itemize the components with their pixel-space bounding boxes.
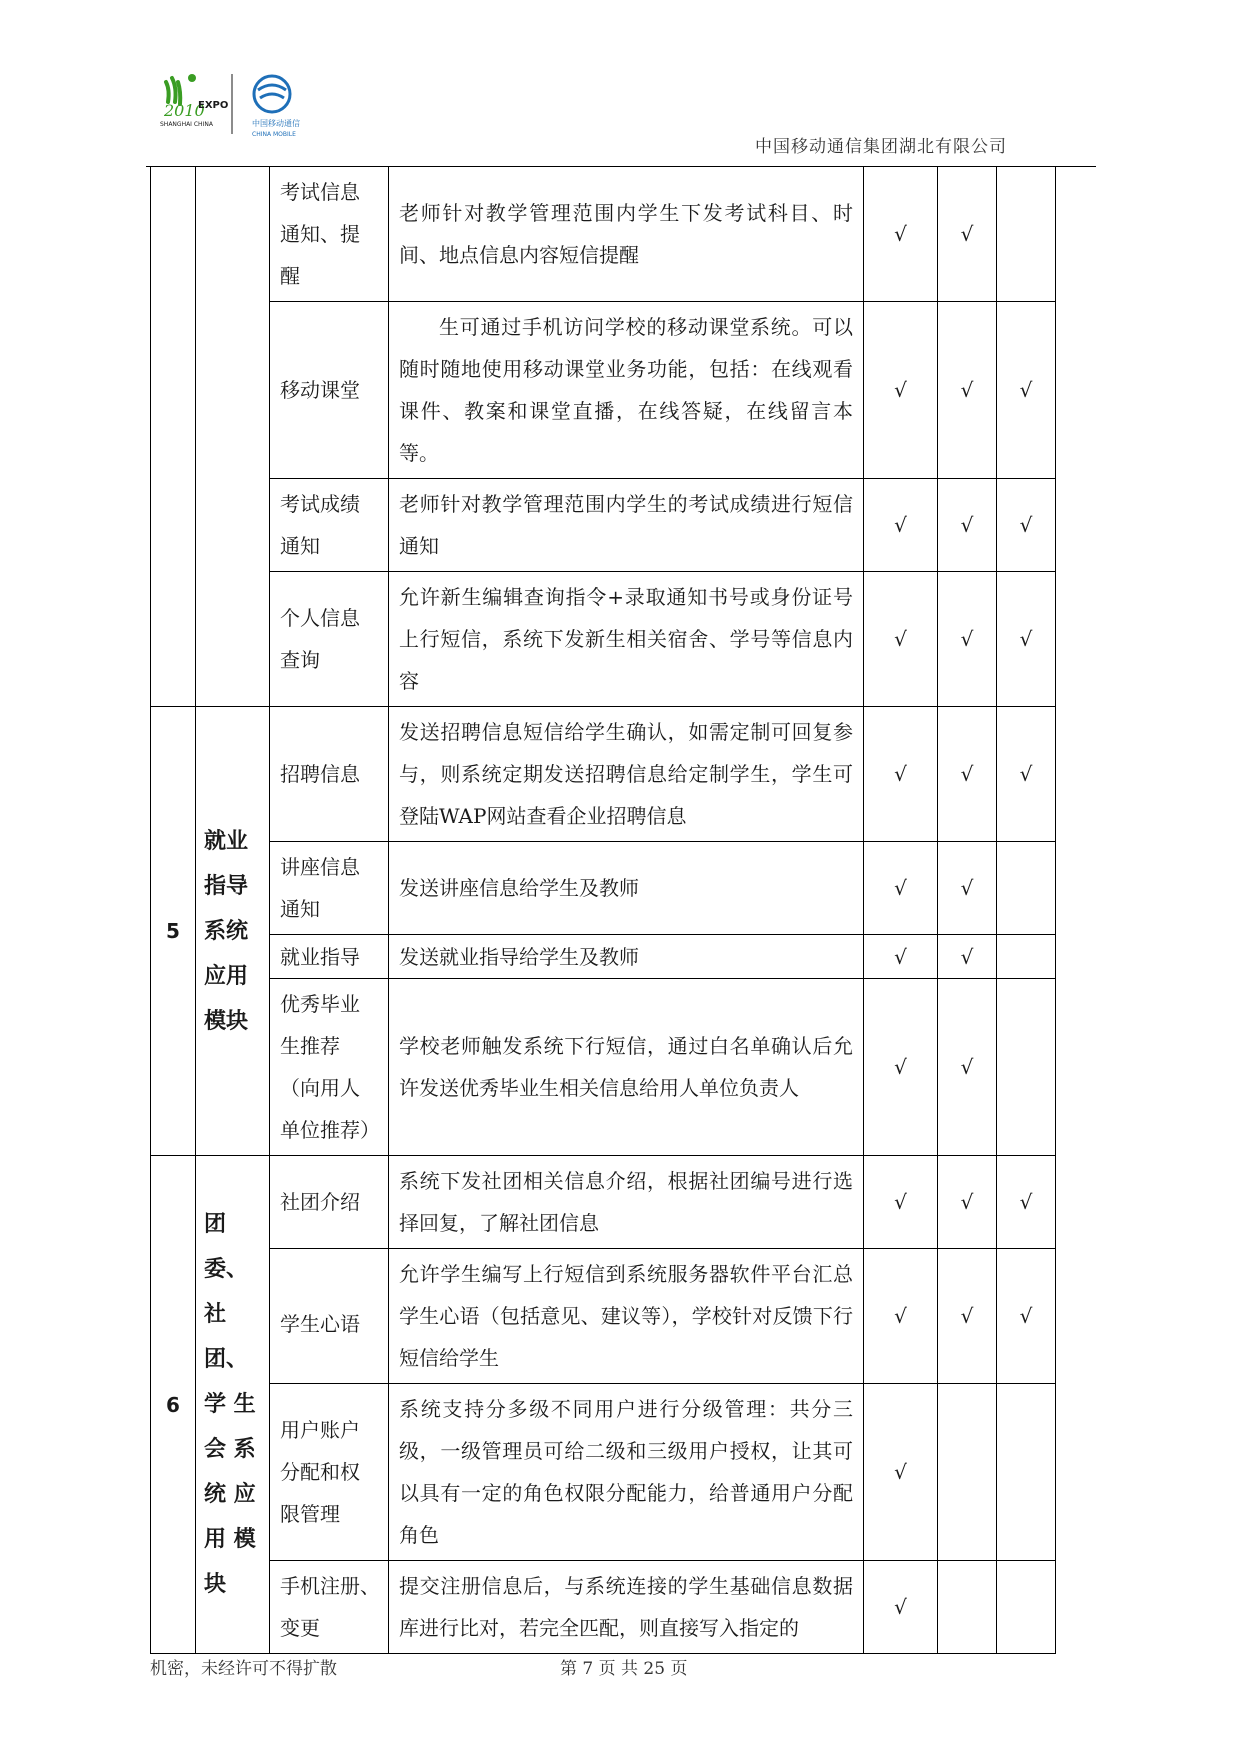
- check-cell: [997, 842, 1056, 935]
- description-cell: 允许新生编辑查询指令+录取通知书号或身份证号上行短信，系统下发新生相关宿舍、学号等信息内容: [389, 572, 864, 707]
- check-cell: √: [938, 1156, 997, 1249]
- function-cell: 招聘信息: [270, 707, 389, 842]
- check-cell: √: [938, 479, 997, 572]
- description-cell: 系统支持分多级不同用户进行分级管理：共分三级，一级管理员可给二级和三级用户授权，让其可以具有一定的角色权限分配能力，给普通用户分配角色: [389, 1384, 864, 1561]
- function-cell: 社团介绍: [270, 1156, 389, 1249]
- num-cell-empty: [151, 167, 196, 707]
- confidential-notice: 机密，未经许可不得扩散: [150, 1659, 337, 1679]
- check-cell: √: [864, 302, 938, 479]
- check-cell: √: [864, 167, 938, 302]
- check-cell: [938, 1561, 997, 1654]
- description-cell: 提交注册信息后，与系统连接的学生基础信息数据库进行比对，若完全匹配，则直接写入指定的: [389, 1561, 864, 1654]
- check-cell: √: [938, 572, 997, 707]
- description-cell: 发送讲座信息给学生及教师: [389, 842, 864, 935]
- check-cell: √: [997, 1156, 1056, 1249]
- section-number: 5: [151, 707, 196, 1156]
- table-row: [151, 1156, 1056, 1249]
- function-cell: 个人信息 查询: [270, 572, 389, 707]
- svg-text:中国移动通信: 中国移动通信: [252, 119, 300, 128]
- check-cell: √: [938, 842, 997, 935]
- check-cell: √: [864, 572, 938, 707]
- description-cell: 允许学生编写上行短信到系统服务器软件平台汇总学生心语（包括意见、建议等），学校针对反馈下行短信给学生: [389, 1249, 864, 1384]
- section-category: 就业 指导 系统 应用 模块: [196, 707, 270, 1156]
- check-cell: √: [864, 979, 938, 1156]
- category-cell-empty: [196, 167, 270, 707]
- description-cell: 老师针对教学管理范围内学生的考试成绩进行短信通知: [389, 479, 864, 572]
- function-cell: 移动课堂: [270, 302, 389, 479]
- function-cell: 就业指导: [270, 935, 389, 979]
- check-cell: √: [997, 572, 1056, 707]
- check-cell: √: [864, 1561, 938, 1654]
- check-cell: √: [938, 302, 997, 479]
- check-cell: √: [864, 1156, 938, 1249]
- check-cell: √: [864, 1249, 938, 1384]
- check-cell: √: [997, 479, 1056, 572]
- table-row: [151, 572, 1056, 707]
- table-row: [151, 707, 1056, 842]
- check-cell: [997, 1384, 1056, 1561]
- check-cell: [997, 979, 1056, 1156]
- header-logos: [160, 72, 320, 146]
- section-number: 6: [151, 1156, 196, 1654]
- function-cell: 学生心语: [270, 1249, 389, 1384]
- svg-text:EXPO: EXPO: [198, 100, 229, 111]
- table-row: [151, 1561, 1056, 1654]
- section-category: 团委、 社团、 学 生 会 系 统 应 用 模 块: [196, 1156, 270, 1654]
- check-cell: √: [864, 707, 938, 842]
- function-cell: 考试信息 通知、提 醒: [270, 167, 389, 302]
- function-cell: 讲座信息 通知: [270, 842, 389, 935]
- page-number: 第 7 页 共 25 页: [560, 1659, 688, 1679]
- check-cell: √: [938, 935, 997, 979]
- table-row: [151, 979, 1056, 1156]
- check-cell: √: [997, 707, 1056, 842]
- description-cell: 发送招聘信息短信给学生确认，如需定制可回复参与，则系统定期发送招聘信息给定制学生，学生可登陆WAP网站查看企业招聘信息: [389, 707, 864, 842]
- check-cell: √: [997, 1249, 1056, 1384]
- check-cell: √: [864, 842, 938, 935]
- description-cell: 系统下发社团相关信息介绍，根据社团编号进行选择回复，了解社团信息: [389, 1156, 864, 1249]
- check-cell: [997, 1561, 1056, 1654]
- table-row: [151, 935, 1056, 979]
- check-cell: √: [864, 1384, 938, 1561]
- table-row: [151, 302, 1056, 479]
- check-cell: √: [864, 935, 938, 979]
- description-cell: 学校老师触发系统下行短信，通过白名单确认后允许发送优秀毕业生相关信息给用人单位负责人: [389, 979, 864, 1156]
- svg-text:CHINA MOBILE: CHINA MOBILE: [252, 131, 296, 138]
- company-name: 中国移动通信集团湖北有限公司: [755, 137, 1007, 157]
- check-cell: √: [938, 1249, 997, 1384]
- table-row: [151, 1384, 1056, 1561]
- feature-table: [150, 166, 1056, 1654]
- function-cell: 优秀毕业 生推荐 （向用人 单位推荐）: [270, 979, 389, 1156]
- check-cell: √: [997, 302, 1056, 479]
- check-cell: [938, 1384, 997, 1561]
- check-cell: [997, 935, 1056, 979]
- function-cell: 手机注册、 变更: [270, 1561, 389, 1654]
- check-cell: √: [938, 167, 997, 302]
- svg-text:SHANGHAI CHINA: SHANGHAI CHINA: [160, 121, 213, 128]
- check-cell: √: [938, 707, 997, 842]
- check-cell: √: [864, 479, 938, 572]
- description-cell: 发送就业指导给学生及教师: [389, 935, 864, 979]
- function-cell: 考试成绩 通知: [270, 479, 389, 572]
- check-cell: √: [938, 979, 997, 1156]
- check-cell: [997, 167, 1056, 302]
- svg-text:2010: 2010: [164, 101, 205, 120]
- table-row: [151, 842, 1056, 935]
- table-row: [151, 479, 1056, 572]
- description-cell: 老师针对教学管理范围内学生下发考试科目、时间、地点信息内容短信提醒: [389, 167, 864, 302]
- function-cell: 用户账户 分配和权 限管理: [270, 1384, 389, 1561]
- description-cell: 生可通过手机访问学校的移动课堂系统。可以随时随地使用移动课堂业务功能，包括：在线观看课件、教案和课堂直播，在线答疑，在线留言本等。: [389, 302, 864, 479]
- expo-logo-icon: [160, 72, 320, 146]
- table-row: [151, 1249, 1056, 1384]
- table-row: [151, 167, 1056, 302]
